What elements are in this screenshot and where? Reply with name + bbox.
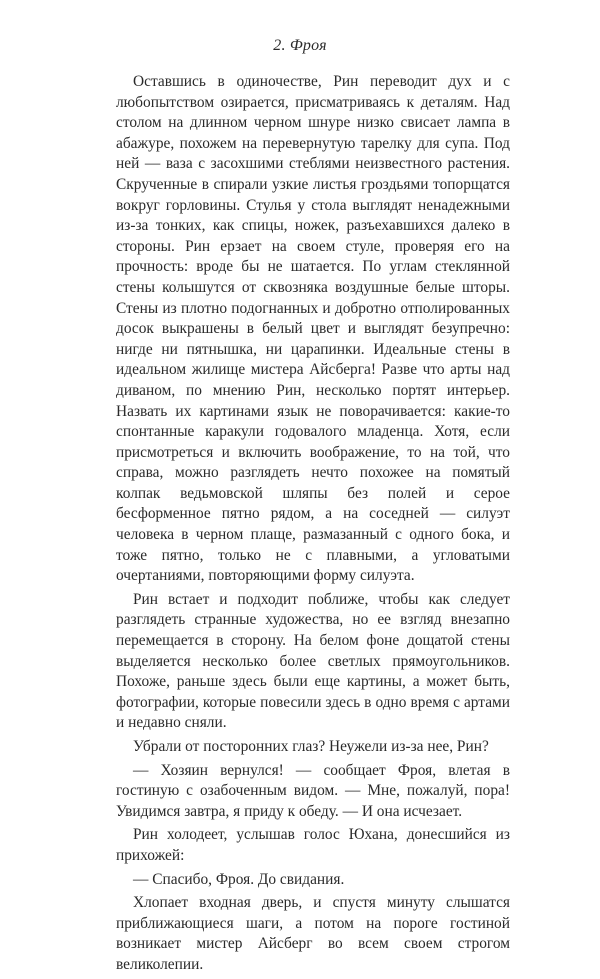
paragraph: Рин холодеет, услышав голос Юхана, донесшийся из прихожей: — [116, 826, 510, 864]
body-text — [116, 72, 510, 979]
paragraph: — Хозяин вернулся! — сообщает Фроя, влетая в гостиную с озабоченным видом. — Мне, пожалуй, пора! Увидимся завтра, я приду к обеду. — И она исчезает. — [116, 761, 510, 820]
paragraph: Рин встает и подходит поближе, чтобы как следует разглядеть странные художества, но ее взгляд внезапно перемещается в сторону. На белом фоне дощатой стены выделяется несколько более светлых прямоугольников. Похоже, раньше здесь были еще картины, а может быть, фотографии, которые повесили здесь в одно время с артами и недавно сняли. — [116, 590, 510, 732]
paragraph: Убрали от посторонних глаз? Неужели из-за нее, Рин? — [133, 738, 489, 755]
paragraph: — Спасибо, Фроя. До свидания. — [133, 870, 345, 888]
paragraph: Оставшись в одиночестве, Рин переводит дух и с любопытством озирается, присматриваясь к деталям. Над столом на длинном черном шнуре низко свисает лампа в абажуре, похожем на перевернутую тарелку для супа. Под ней — ваза с засохшими стеблями неизвестного растения. Скрученные в спирали узкие листья гроздьями топорщатся вокруг горловины. Стулья у стола выглядят ненадежными из-за тонких, как спицы, ножек, разъехавшихся далеко в стороны. Рин ерзает на своем стуле, проверяя его на прочность: вроде бы не шатается. По углам стеклянной стены колышутся от сквозняка воздушные белые шторы. Стены из плотно подогнанных и добротно отполированных досок выкрашены в белый цвет и выглядят безупречно: нигде ни пятнышка, ни царапинки. Идеальные стены в идеальном жилище мистера Айсберга! Разве что арты над диваном, по мнению Рин, несколько портят интерьер. Назвать их картинами язык не поворачивается: какие-то спонтанные каракули годовалого младенца. Хотя, если присмотреться и включить воображение, то на той, что справа, можно разглядеть нечто похожее на помятый колпак ведьмовской шляпы без полей и серое бесформенное пятно рядом, а на соседней — силуэт человека в черном плаще, размазанный с одного бока, и тоже пятно, только не с плавными, а угловатыми очертаниями, повторяющими форму силуэта. — [116, 73, 510, 585]
running-head: 2. Фроя — [273, 37, 327, 54]
paragraph: Хлопает входная дверь, и спустя минуту слышатся приближающиеся шаги, а потом на пороге гостиной возникает мистер Айсберг во всем своем строгом великолепии. — [116, 894, 510, 973]
